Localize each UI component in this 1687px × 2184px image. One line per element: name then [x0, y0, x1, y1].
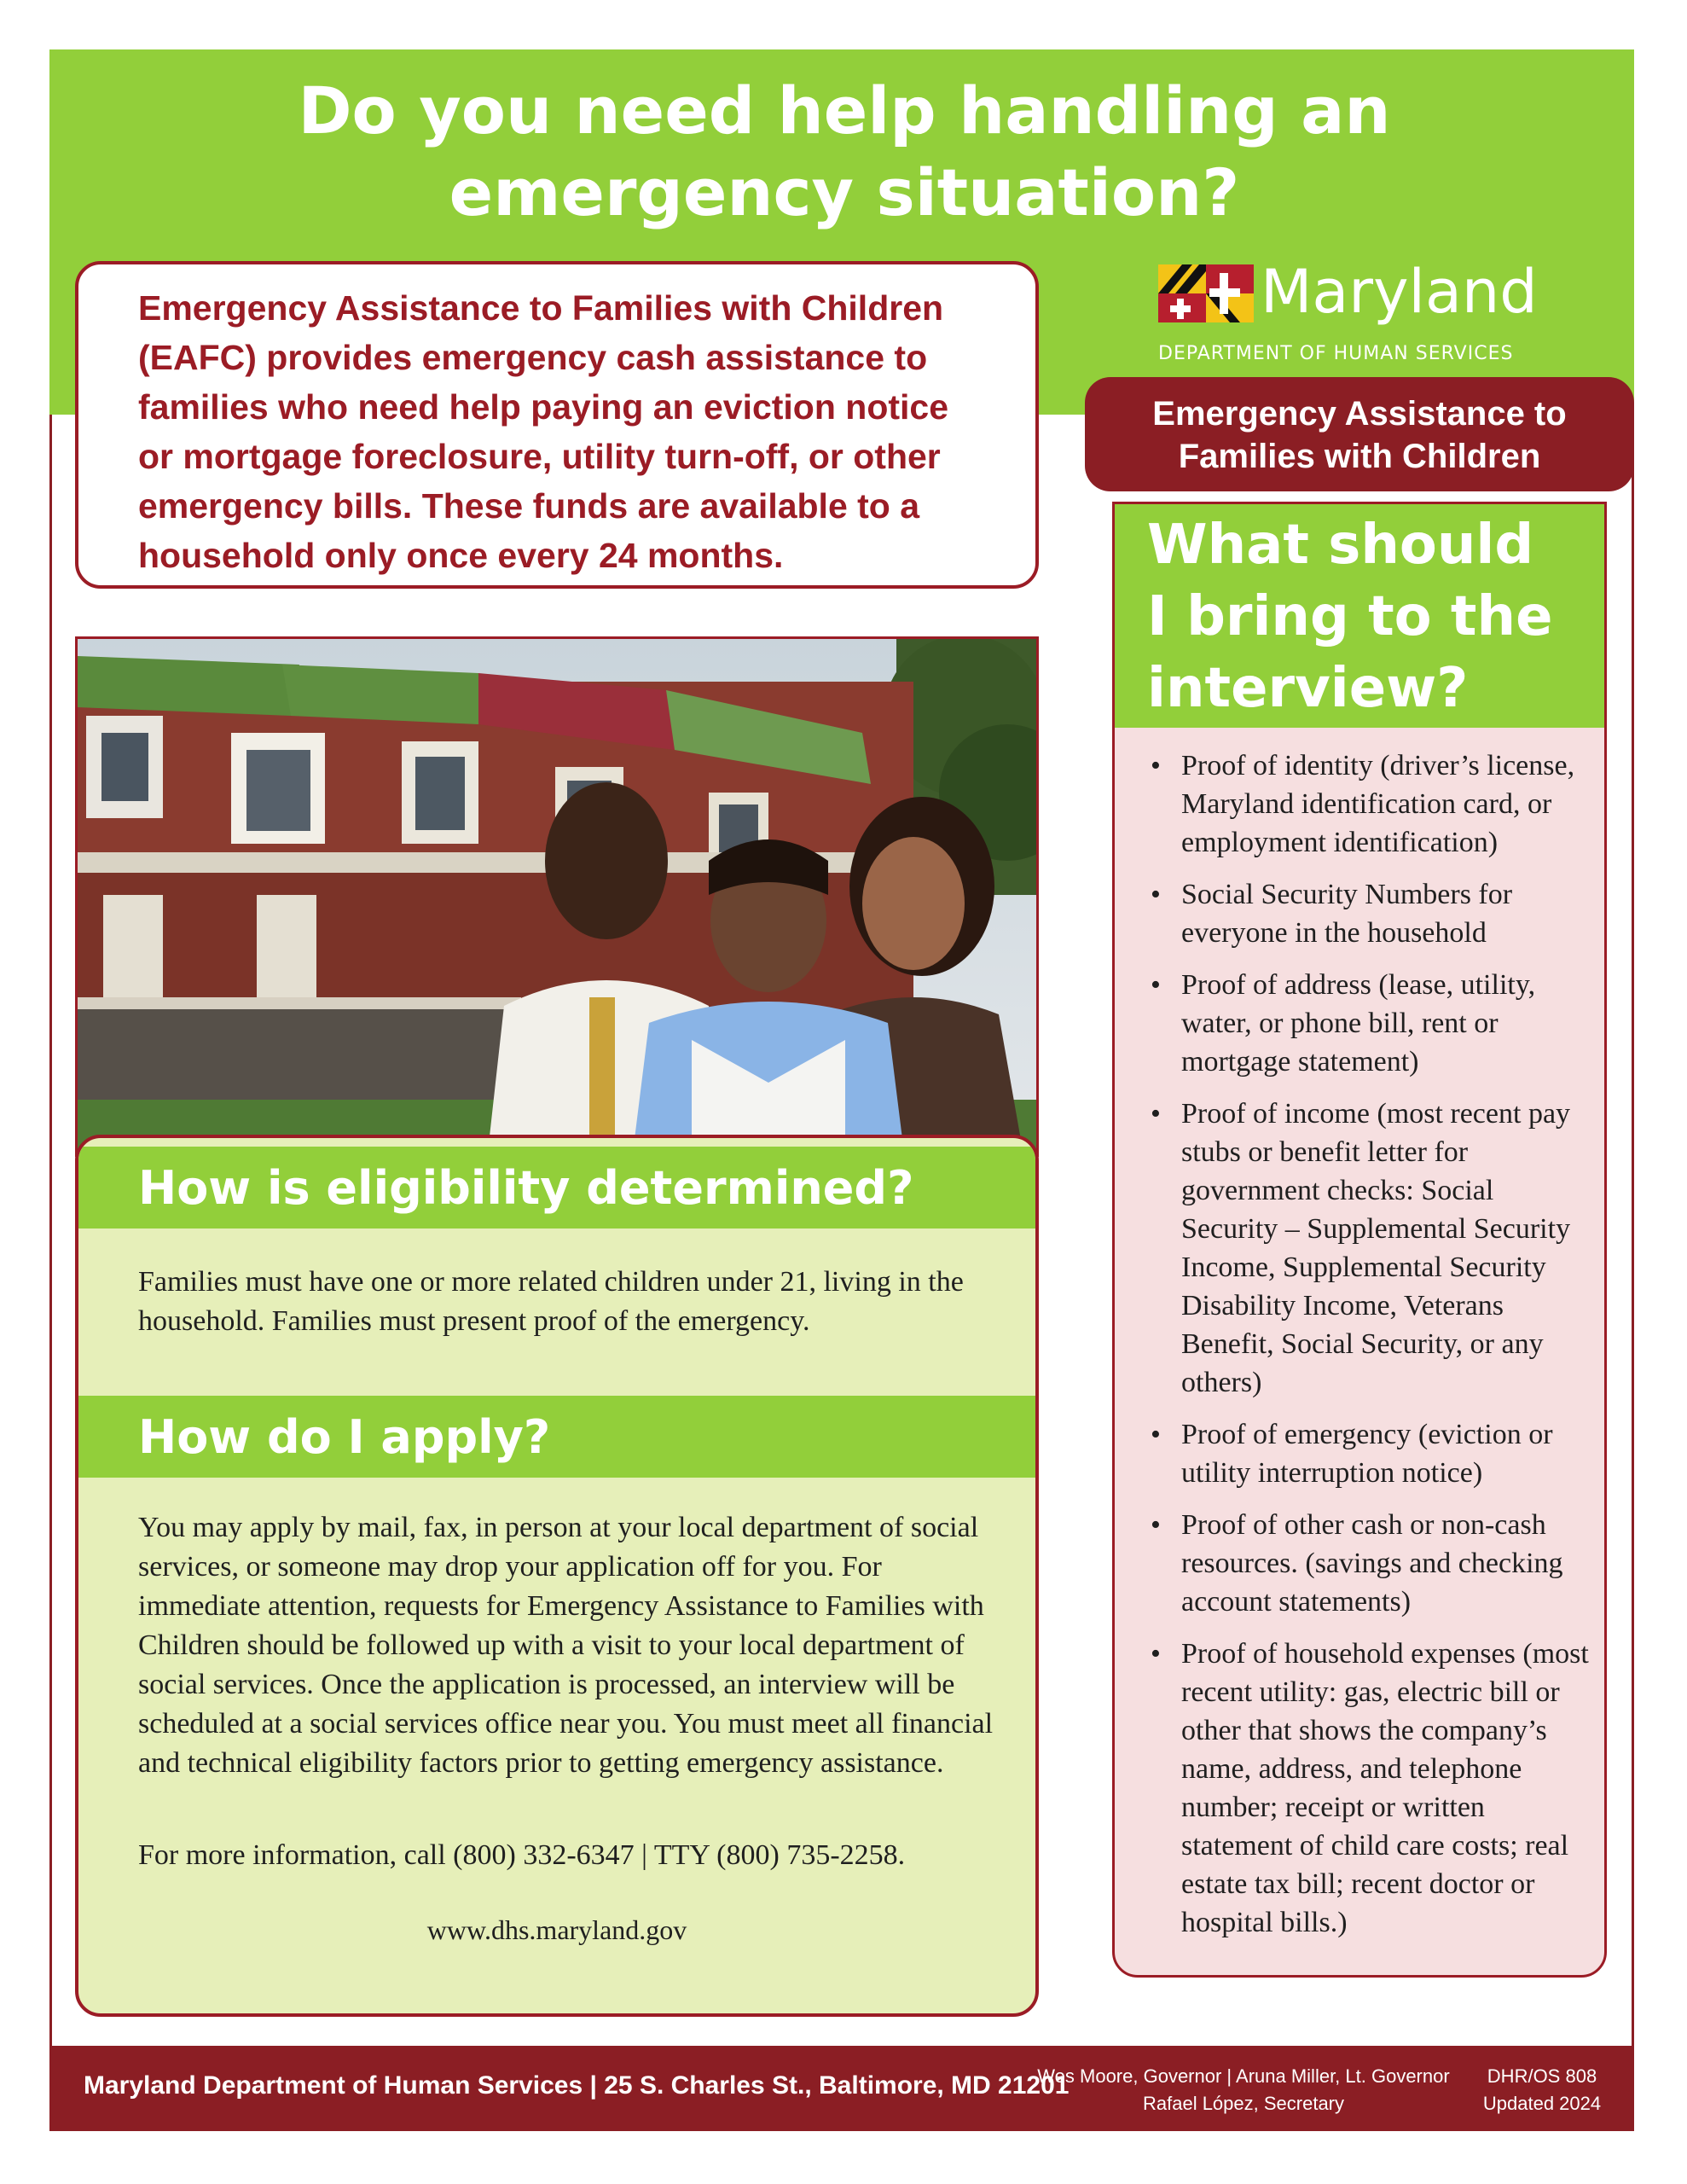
page-title: [171, 70, 1518, 234]
program-name-line-2: Families with Children: [1178, 438, 1541, 475]
footer-address: Maryland Department of Human Services | 25 S. Charles St., Baltimore, MD 21201: [84, 2071, 1070, 2100]
website-link[interactable]: www.dhs.maryland.gov: [426, 1914, 687, 1945]
family-photo: [75, 636, 1039, 1157]
title-line-2: emergency situation?: [449, 154, 1240, 230]
what-to-bring-heading-line-2: I bring to the: [1147, 585, 1553, 648]
apply-text: You may apply by mail, fax, in person at your local department of social services, or someone may drop your application off for you. For immediate attention, requests for Emergency Assistance to Families with Children should be followed up with a visit to your local department of social services. Once the application is processed, an interview will be scheduled at a social services office near you. You must meet all financial and technical eligibility factors prior to getting emergency assistance.: [138, 1512, 994, 1779]
list-item: • Proof of identity (driver’s license, Maryland identification card, or employment identification): [1145, 746, 1589, 862]
updated-date: Updated 2024: [1482, 2093, 1602, 2114]
info-panel: [75, 1135, 1039, 2017]
logo-wordmark: Maryland: [1261, 257, 1538, 327]
footer-officials-line-1: Wes Moore, Governor | Aruna Miller, Lt. Governor: [1037, 2065, 1450, 2087]
footer-officials-line-2: Rafael López, Secretary: [1142, 2093, 1345, 2114]
footer-form-info: [1465, 2063, 1619, 2117]
list-item: • Proof of address (lease, utility, water, or phone bill, rent or mortgage statement): [1145, 966, 1589, 1081]
list-item: • Proof of household expenses (most recent utility: gas, electric bill or other that shows the company’s name, address, and telephone number; receipt or written statement of child care costs; real estate tax bill; recent doctor or hospital bills.): [1145, 1635, 1589, 1942]
intro-text: Emergency Assistance to Families with Children (EAFC) provides emergency cash assistance to families who need help paying an eviction notice or mortgage foreclosure, utility turn-off, or other emergency bills. These funds are available to a household only once every 24 months.: [138, 288, 949, 575]
what-to-bring-heading-line-3: interview?: [1147, 657, 1469, 720]
program-name-line-1: Emergency Assistance to: [1152, 395, 1567, 433]
contact-info: For more information, call (800) 332-6347 | TTY (800) 735-2258.: [138, 1839, 906, 1871]
what-to-bring-heading-line-1: What should: [1147, 514, 1534, 577]
eligibility-text: Families must have one or more related children under 21, living in the household. Families must present proof of the emergency.: [138, 1266, 964, 1337]
maryland-dhs-logo: [1158, 257, 1568, 367]
footer: [49, 2046, 1634, 2131]
eligibility-heading: How is eligibility determined?: [78, 1147, 1035, 1228]
list-item: • Proof of income (most recent pay stubs or benefit letter for government checks: Social Security – Supplemental Security Income, Supplemental Security Disability Income, Veterans Benefit, Social Security, or any others): [1145, 1095, 1589, 1402]
what-to-bring-panel: [1112, 502, 1607, 1978]
title-line-1: Do you need help handling an: [298, 73, 1391, 148]
what-to-bring-list: [1145, 746, 1589, 1955]
maryland-flag-icon: [1158, 264, 1254, 322]
list-item: • Proof of emergency (eviction or utility interruption notice): [1145, 1415, 1589, 1492]
list-item: • Social Security Numbers for everyone in the household: [1145, 875, 1589, 952]
what-to-bring-heading: [1115, 504, 1604, 728]
logo-subtitle: DEPARTMENT OF HUMAN SERVICES: [1158, 343, 1514, 364]
intro-box: [75, 261, 1039, 589]
list-item: • Proof of other cash or non-cash resources. (savings and checking account statements): [1145, 1506, 1589, 1621]
form-id: DHR/OS 808: [1487, 2065, 1597, 2087]
program-name-tab: [1085, 377, 1634, 491]
apply-heading: How do I apply?: [78, 1396, 1035, 1478]
footer-officials: [1005, 2063, 1482, 2117]
